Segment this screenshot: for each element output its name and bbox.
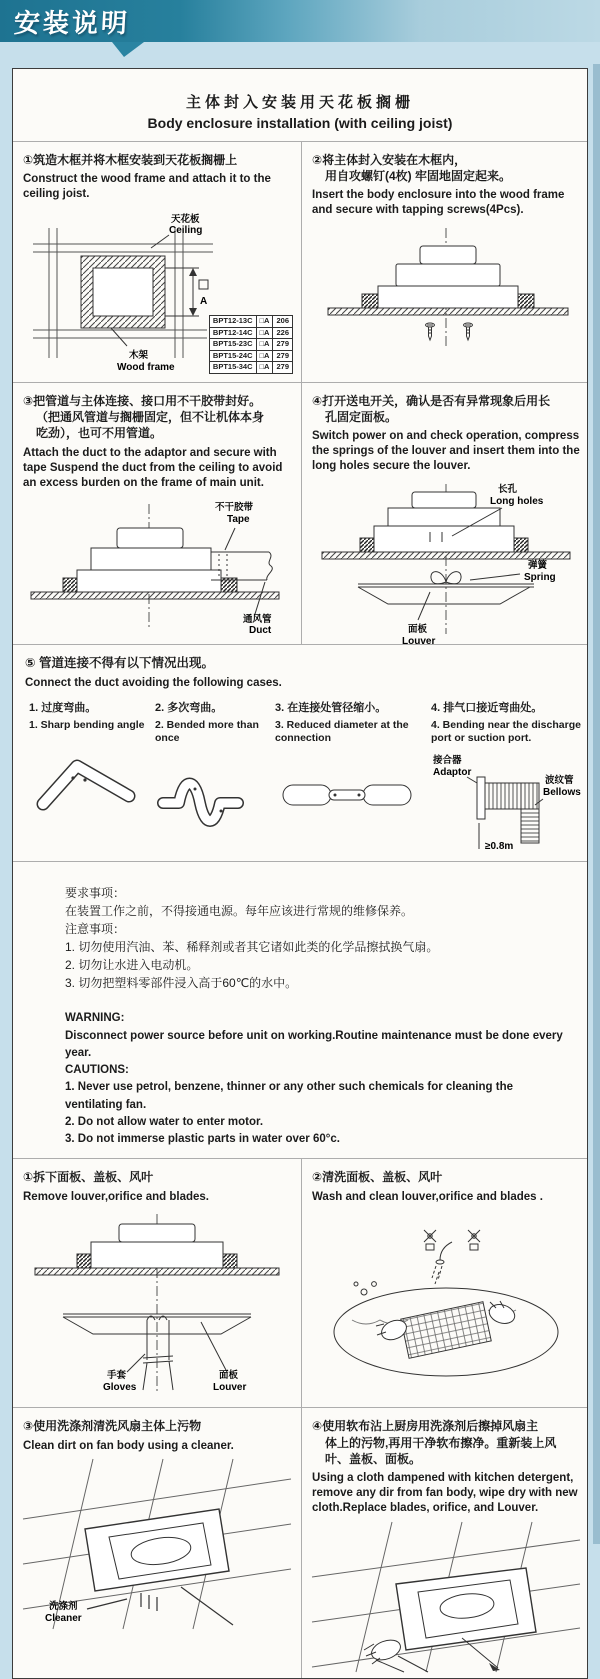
step1-text-zh: ①筑造木框并将木框安装到天花板搁栅上 xyxy=(23,153,238,167)
min-distance-label: ≥0.8m xyxy=(485,841,514,853)
step4-text-zh2: 孔固定面板。 xyxy=(325,410,398,425)
multi-bend-diagram xyxy=(155,751,267,843)
step1-text-en: Construct the wood frame and attach it to the ceiling joist. xyxy=(23,173,271,201)
maintenance1-cell xyxy=(13,1159,301,1407)
warning-zh-line: 3. 切勿把塑料零部件浸入高于60℃的水中。 xyxy=(65,976,298,991)
dimension-table xyxy=(209,315,293,374)
warning-en-line: 1. Never use petrol, benzene, thinner or any other such chemicals for cleaning the ventilating fan. xyxy=(65,1081,513,1111)
spring-label-en: Spring xyxy=(524,572,556,584)
spring-label-zh: 弹簧 xyxy=(528,560,548,572)
warning-en-line: 3. Do not immerse plastic parts in water over 60°c. xyxy=(65,1133,340,1146)
step3-text-en: Attach the duct to the adaptor and secure with tape Suspend the duct from the ceiling to avoid an excess burden on the frame of main unit. xyxy=(23,446,283,489)
duct-cases xyxy=(25,699,581,855)
dim-a-label: A xyxy=(200,296,208,308)
ceiling-label-en: Ceiling xyxy=(169,225,203,237)
warning-en-line: 2. Do not allow water to enter motor. xyxy=(65,1115,264,1128)
maintenance3-cell xyxy=(13,1408,301,1677)
louver-label-zh: 面板 xyxy=(408,624,428,636)
step5-section xyxy=(13,644,587,861)
m4-text-zh1: ④使用软布沾上厨房用洗涤剂后擦掉风扇主 xyxy=(312,1419,539,1434)
ceiling-label-zh: 天花板 xyxy=(171,214,200,226)
adaptor-bellows-diagram xyxy=(431,751,586,855)
case-bend-near-port: 4. 排气口接近弯曲处。 4. Bending near the discharge port or suction port. 接合器 Adaptor 波纹管 Bellows ≥0.8m xyxy=(427,699,590,855)
maintenance-row-1 xyxy=(13,1158,587,1407)
step4-text-en: Switch power on and check operation, compress the springs of the louver and insert them into the long holes secure the louver. xyxy=(312,430,580,473)
reduced-diameter-diagram xyxy=(275,751,423,843)
warning-en-line: Disconnect power source before unit on working.Routine maintenance must be done every year. xyxy=(65,1029,563,1059)
duct-label-en: Duct xyxy=(249,625,272,637)
step5-text-en: Connect the duct avoiding the following cases. xyxy=(25,677,282,690)
step5-text-zh: ⑤ 管道连接不得有以下情况出现。 xyxy=(25,656,215,671)
m2-text-en: Wash and clean louver,orifice and blades . xyxy=(312,1190,543,1203)
louver-label2-en: Louver xyxy=(213,1382,247,1394)
warning-zh-line: 注意事项： xyxy=(65,922,126,937)
m3-text-zh: ③使用洗涤剂清洗风扇主体上污物 xyxy=(23,1419,202,1434)
banner-title: 安装说明 xyxy=(13,8,131,38)
install-row-1 xyxy=(13,141,587,382)
step2-text-en: Insert the body enclosure into the wood frame and secure with tapping screws(4Pcs). xyxy=(312,189,565,217)
tapping-screw-icon xyxy=(426,323,435,340)
case-sharp-bend: 1. 过度弯曲。 1. Sharp bending angle xyxy=(25,699,151,855)
step2-text-zh2: 用自攻螺钉(4枚) 牢固地固定起来。 xyxy=(325,169,512,184)
step2-cell xyxy=(301,142,590,382)
gloves-label-zh: 手套 xyxy=(107,1370,127,1382)
install-row-2 xyxy=(13,382,587,648)
table-row: BPT15-34C □A 279 xyxy=(209,362,292,374)
step4-text-zh1: ④打开送电开关，确认是否有异常现象后用长 xyxy=(312,394,551,409)
scan-edge-shadow xyxy=(593,64,600,1544)
warning-zh-line: 1. 切勿使用汽油、苯、稀释剂或者其它诸如此类的化学品擦拭换气扇。 xyxy=(65,940,439,955)
step4-cell xyxy=(301,383,590,648)
step3-text-zh1: ③把管道与主体连接、接口用不干胶带封好。 xyxy=(23,394,262,409)
table-row: BPT12-13C □A 206 xyxy=(209,315,292,327)
page-title-zh: 主体封入安装用天花板搁栅 xyxy=(185,94,414,111)
m4-text-zh3: 叶、盖板、面板。 xyxy=(325,1451,422,1466)
long-holes-label-en: Long holes xyxy=(490,496,544,508)
warning-en-line: WARNING: xyxy=(65,1012,125,1025)
gloves-label-en: Gloves xyxy=(103,1382,137,1394)
table-row: BPT15-23C □A 279 xyxy=(209,339,292,351)
m1-text-en: Remove louver,orifice and blades. xyxy=(23,1190,209,1203)
step3-text-zh3: 吃劲），也可不用管道。 xyxy=(36,426,163,441)
m2-text-zh: ②清洗面板、盖板、风叶 xyxy=(312,1170,443,1185)
page-title xyxy=(13,69,587,141)
table-row: BPT15-24C □A 279 xyxy=(209,350,292,362)
maintenance-row-2 xyxy=(13,1407,587,1677)
clean-body-diagram xyxy=(23,1459,291,1631)
duct-connection-diagram xyxy=(23,496,291,637)
maintenance2-cell xyxy=(301,1159,590,1407)
warning-section xyxy=(13,861,587,1158)
sharp-bend-diagram xyxy=(29,738,147,830)
table-row: BPT12-14C □A 226 xyxy=(209,327,292,339)
wash-louver-diagram xyxy=(312,1210,580,1386)
manual-panel xyxy=(12,68,588,1679)
m1-text-zh: ①拆下面板、盖板、风叶 xyxy=(23,1170,154,1185)
tape-label-zh: 不干胶带 xyxy=(215,502,254,514)
tapping-screw-icon xyxy=(464,323,473,340)
case-multi-bend: 2. 多次弯曲。 2. Bended more than once xyxy=(151,699,271,855)
step3-text-zh2: （把通风管道与搁栅固定，但不让机体本身 xyxy=(36,410,265,425)
warning-zh-line: 在装置工作之前，不得接通电源。每年应该进行常规的维修保养。 xyxy=(65,904,414,919)
wood-frame-label-en: Wood frame xyxy=(117,362,175,374)
warning-en-line: CAUTIONS: xyxy=(65,1064,129,1077)
wood-frame-label-zh: 木架 xyxy=(129,350,149,362)
page-title-en: Body enclosure installation (with ceiling joist) xyxy=(147,115,453,131)
m4-text-zh2: 体上的污物,再用干净软布擦净。重新装上风 xyxy=(325,1435,557,1450)
long-holes-label-zh: 长孔 xyxy=(498,484,518,496)
maintenance4-cell xyxy=(301,1408,590,1677)
banner-notch xyxy=(112,42,144,57)
cleaner-label-zh: 洗涤剂 xyxy=(49,1601,78,1613)
cleaner-label-en: Cleaner xyxy=(45,1613,82,1625)
bellows-label-en: Bellows xyxy=(543,787,581,799)
step1-cell xyxy=(13,142,301,382)
m3-text-en: Clean dirt on fan body using a cleaner. xyxy=(23,1439,234,1452)
step2-text-zh1: ②将主体封入安装在木框内， xyxy=(312,153,467,167)
adaptor-label-zh: 接合器 xyxy=(433,755,462,767)
warning-zh-line: 2. 切勿让水进入电动机。 xyxy=(65,958,199,973)
body-enclosure-diagram xyxy=(312,224,580,352)
bellows-label-zh: 波纹管 xyxy=(545,775,574,787)
duct-label-zh: 通风管 xyxy=(243,614,272,626)
page-banner xyxy=(0,0,600,42)
adaptor-label-en: Adaptor xyxy=(433,767,472,779)
louver-label-en: Louver xyxy=(402,636,436,648)
warning-zh-line: 要求事项： xyxy=(65,886,126,901)
remove-louver-diagram xyxy=(23,1210,291,1398)
louver-spring-diagram xyxy=(312,480,580,648)
case-reduced-diameter: 3. 在连接处管径缩小。 3. Reduced diameter at the connection xyxy=(271,699,427,855)
tape-label-en: Tape xyxy=(227,514,250,526)
m4-text-en: Using a cloth dampened with kitchen detergent, remove any dir from fan body, wipe dry with new cloth.Replace blades, orifice, and Louver. xyxy=(312,1471,578,1514)
louver-label2-zh: 面板 xyxy=(219,1370,239,1382)
step3-cell xyxy=(13,383,301,644)
